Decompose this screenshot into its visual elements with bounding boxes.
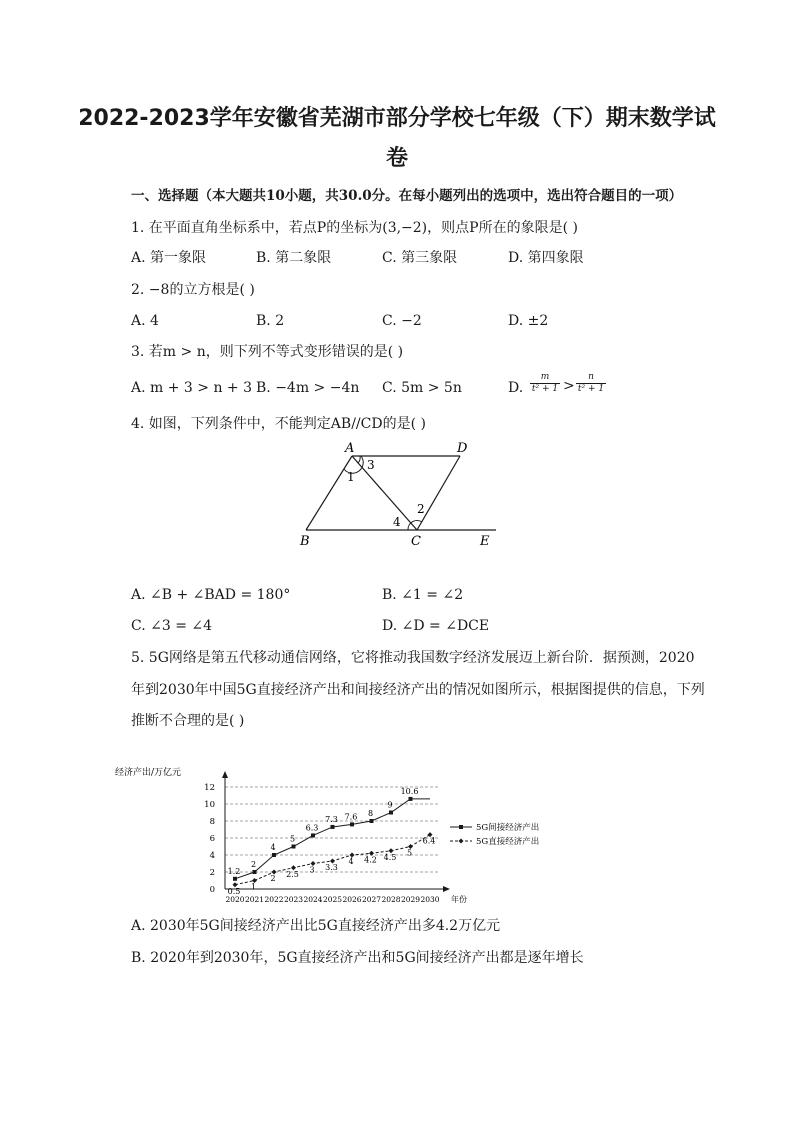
legend-label: 5G直接经济产出 [476,837,540,847]
q5-option-a: A. 2030年5G间接经济产出比5G直接经济产出多4.2万亿元 [131,918,501,934]
data-point-square [292,845,296,849]
q3-option-d-num1: m [540,372,550,382]
q4-geometry-figure [290,438,510,550]
q1-option-b: B. 第二象限 [256,250,332,266]
label-e: E [480,534,490,549]
data-label: 1 [250,882,257,892]
q5-stem-line3: 推断不合理的是( ) [131,713,245,729]
y-axis-title: 经济产出/万亿元 [115,768,182,778]
data-label: 2.5 [286,869,299,879]
data-label: 0.5 [227,886,241,896]
data-label: 10.6 [400,786,419,796]
label-b: B [300,534,310,549]
y-tick-label: 8 [209,817,215,827]
q4-option-c: C. ∠3 = ∠4 [131,618,213,634]
x-tick-label: 2029 [400,895,421,904]
segment-cd [417,456,460,530]
data-label: 9 [387,800,393,810]
data-point-square [311,833,315,837]
q3-option-d-num2: n [588,372,594,382]
x-tick-label: 2027 [361,895,382,904]
legend-label: 5G间接经济产出 [476,823,540,833]
data-label: 2 [270,874,276,883]
segment-ab [306,456,352,530]
data-point-square [409,797,413,801]
q3-option-c: C. 5m > 5n [382,380,462,396]
data-label: 4.5 [383,852,397,862]
data-label: 6.3 [305,823,319,833]
data-label: 5 [406,848,413,858]
data-label: 6.4 [422,836,436,846]
y-tick-label: 12 [204,783,215,793]
y-tick-label: 6 [209,834,215,844]
y-axis-arrow [222,771,228,778]
data-point-square [389,811,393,815]
angle-label-1: 1 [347,470,355,484]
y-tick-label: 2 [209,868,215,878]
x-tick-label: 2030 [420,895,440,904]
q1-option-c: C. 第三象限 [382,250,458,266]
legend-marker [459,825,463,829]
q1-option-d: D. 第四象限 [508,250,584,266]
q2-option-b: B. 2 [256,313,285,329]
data-label: 8 [367,809,374,818]
label-a: A [345,441,355,456]
x-axis-arrow [443,886,450,892]
doc-title-line2: 卷 [385,146,408,171]
q3-option-d-frac1 [530,372,560,394]
angle-label-3: 3 [367,458,375,472]
x-tick-label: 2024 [303,895,323,904]
q2-option-d: D. ±2 [508,313,549,329]
y-tick-label: 10 [204,800,215,810]
data-label: 2 [250,860,257,869]
q4-option-b: B. ∠1 = ∠2 [382,587,464,603]
q5-line-chart [110,765,570,905]
q3-option-d-label: D. [508,380,524,396]
x-tick-label: 2022 [264,895,284,904]
q3-option-d-den2: t² + 1 [577,384,605,394]
data-point-square [272,853,276,857]
x-tick-label: 2020 [225,895,245,904]
angle-label-4: 4 [393,515,401,529]
q2-option-a: A. 4 [131,313,159,329]
label-d: D [457,441,468,456]
label-c: C [411,534,421,549]
x-axis-title: 年份 [451,895,467,904]
data-label: 4 [348,857,354,866]
data-label: 7.6 [344,812,358,822]
q3-option-d-den1: t² + 1 [531,384,559,394]
section-heading: 一、选择题（本大题共10小题，共30.0分。在每小题列出的选项中，选出符合题目的一项） [131,188,683,204]
q5-option-b: B. 2020年到2030年，5G直接经济产出和5G间接经济产出都是逐年增长 [131,950,584,966]
q4-stem: 4. 如图，下列条件中，不能判定AB//CD的是( ) [131,416,426,432]
q3-stem: 3. 若m > n，则下列不等式变形错误的是( ) [131,344,404,360]
data-point-square [253,870,257,874]
q2-stem: 2. −8的立方根是( ) [131,282,255,298]
angle-label-2: 2 [417,502,425,516]
doc-title-line1: 2022-2023学年安徽省芜湖市部分学校七年级（下）期末数学试 [78,106,716,131]
x-tick-label: 2021 [244,895,265,904]
legend-marker [459,839,464,844]
data-label: 5 [289,834,296,844]
q1-stem: 1. 在平面直角坐标系中，若点P的坐标为(3,−2)，则点P所在的象限是( ) [131,220,578,236]
data-label: 7.3 [325,814,338,824]
data-point-square [331,825,335,829]
q3-option-b: B. −4m > −4n [256,380,360,396]
data-label: 3 [309,865,315,875]
q3-option-d-gt: > [563,378,575,394]
x-tick-label: 2028 [381,895,401,904]
q5-stem-line2: 年到2030年中国5G直接经济产出和间接经济产出的情况如图所示，根据图提供的信息，下列 [131,682,705,698]
q4-option-a: A. ∠B + ∠BAD = 180° [131,587,291,603]
data-point-square [370,819,374,823]
data-point-square [233,877,237,881]
q3-option-a: A. m + 3 > n + 3 [131,380,253,396]
data-label: 4.2 [364,855,377,865]
y-tick-label: 0 [209,885,215,895]
q4-option-d: D. ∠D = ∠DCE [382,618,490,634]
data-label: 3.3 [325,862,338,872]
x-tick-label: 2025 [322,895,343,904]
q1-option-a: A. 第一象限 [131,250,207,266]
y-tick-label: 4 [209,851,215,861]
q2-option-c: C. −2 [382,313,422,329]
angle-arc-3 [358,456,360,463]
x-tick-label: 2026 [342,895,362,904]
x-tick-label: 2023 [283,895,304,904]
q5-stem-line1: 5. 5G网络是第五代移动通信网络，它将推动我国数字经济发展迈上新台阶．据预测，2020 [131,650,695,666]
data-label: 1.2 [227,866,241,876]
q3-option-d-frac2 [576,372,606,394]
data-label: 4 [270,843,276,852]
data-point-square [350,822,354,826]
